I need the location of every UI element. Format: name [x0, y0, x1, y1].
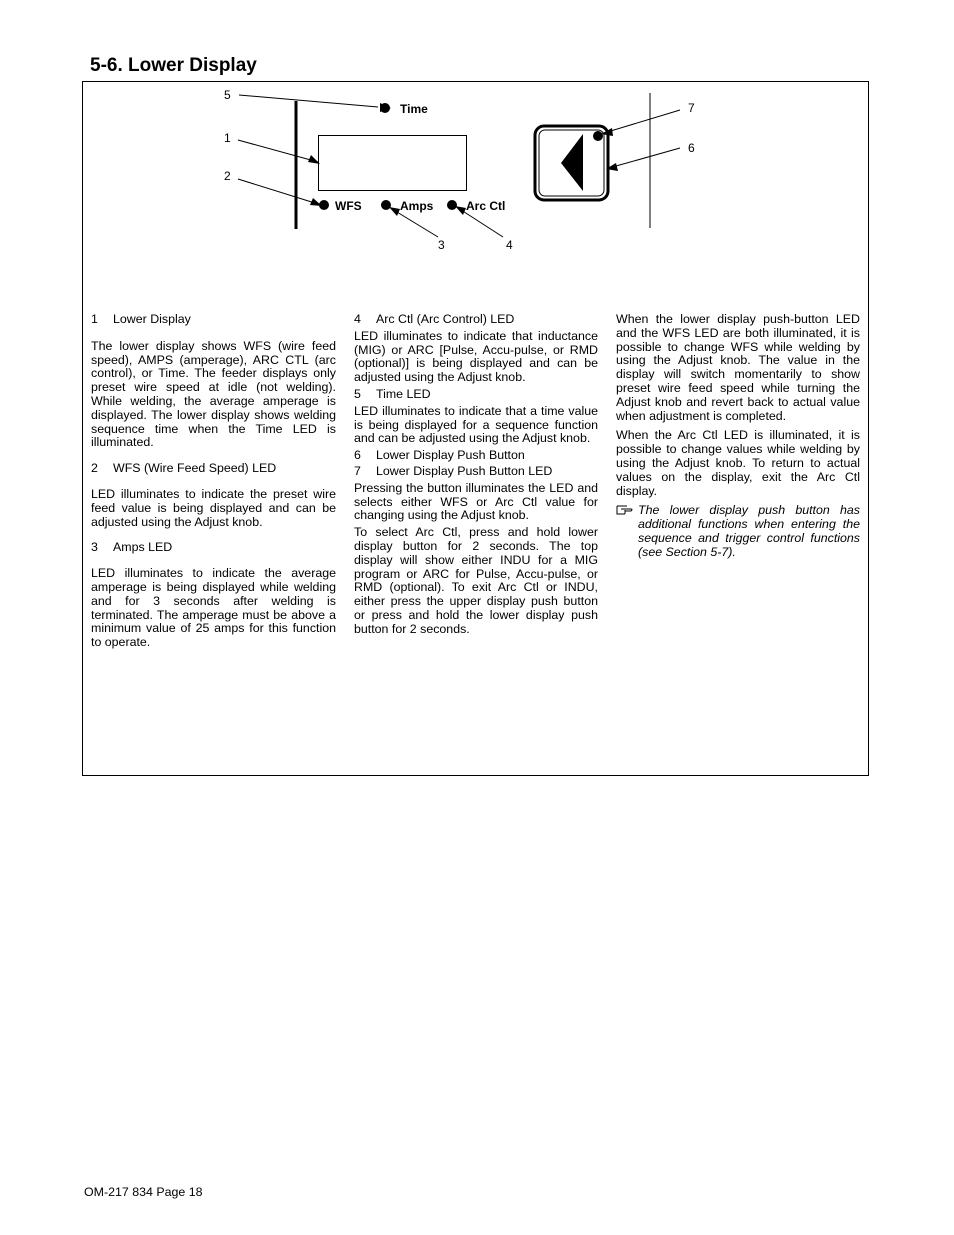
lower-display-window	[319, 136, 467, 191]
arc-ctl-led-label: Arc Ctl	[466, 199, 506, 213]
item-title: Time LED	[376, 386, 431, 401]
paragraph: Pressing the button illuminates the LED and selects either WFS or Arc Ctl value for changing using the Adjust knob.	[354, 480, 598, 523]
note	[616, 504, 860, 559]
callout-1-leader	[238, 140, 318, 162]
callout-2-label: 2	[224, 169, 231, 183]
item-heading	[91, 541, 336, 555]
item-number: 3	[91, 540, 98, 555]
time-led-label: Time	[400, 102, 428, 116]
item-heading	[91, 313, 336, 327]
callout-4-arrowhead	[455, 206, 466, 215]
paragraph: When the Arc Ctl LED is illuminated, it is possible to change values while welding by using the Adjust knob. To return to actual values on the display, exit the Arc Ctl display.	[616, 428, 860, 498]
wfs-led-label: WFS	[335, 199, 362, 213]
arc-ctl-led	[447, 200, 457, 210]
paragraph: LED illuminates to indicate that inductance (MIG) or ARC [Pulse, Accu-pulse, or RMD (optional)] is being displayed and can be adjusted using the Adjust knob.	[354, 328, 598, 385]
callout-7-leader	[604, 110, 680, 133]
callout-1-label: 1	[224, 131, 231, 145]
paragraph: To select Arc Ctl, press and hold lower display button for 2 seconds. The top display will show either INDU for a MIG program or ARC for Pulse, Accu-pulse, or RMD (optional). To exit Arc Ctl or INDU, either press the upper display push button or press and hold the lower display push button for 2 seconds.	[354, 525, 598, 636]
text-column-1	[91, 313, 336, 650]
paragraph: LED illuminates to indicate the preset wire feed value is being displayed and can be adjusted using the Adjust knob.	[91, 486, 336, 529]
callout-7-label: 7	[688, 101, 695, 115]
paragraph: LED illuminates to indicate the average amperage is being displayed while welding and for 3 seconds after welding is terminated. The amperage must be above a minimum value of 25 amps for this function to operate.	[91, 566, 336, 650]
text-column-2	[354, 313, 598, 637]
item-title: Lower Display Push Button	[376, 448, 525, 463]
pointing-hand-icon	[616, 504, 638, 559]
callout-2-leader	[238, 179, 318, 204]
section-title: 5-6. Lower Display	[90, 55, 257, 76]
paragraph: LED illuminates to indicate that a time value is being displayed for a sequence function and can be adjusted using the Adjust knob.	[354, 403, 598, 446]
item-title: Arc Ctl (Arc Control) LED	[376, 312, 515, 326]
push-button-led	[593, 131, 603, 141]
callout-5-label: 5	[224, 88, 231, 102]
callout-3-arrowhead	[389, 207, 400, 216]
text-column-3	[616, 313, 860, 560]
item-title: Lower Display Push Button LED	[376, 463, 553, 478]
amps-led	[381, 200, 391, 210]
callout-6-leader	[609, 148, 680, 168]
item-title: WFS (Wire Feed Speed) LED	[113, 461, 277, 476]
note-text: The lower display push button has additional functions when entering the sequence and trigger control functions (see Section 5-7).	[638, 503, 860, 559]
item-heading	[354, 313, 598, 327]
item-number: 4	[354, 312, 361, 326]
item-number: 5	[354, 386, 361, 401]
callout-3-label: 3	[438, 238, 445, 252]
callout-6-label: 6	[688, 141, 695, 155]
paragraph: When the lower display push-button LED and the WFS LED are both illuminated, it is possible to change WFS while welding by using the Adjust knob. The value in the display will switch momentarily to show preset wire feed speed while turning the Adjust knob and revert back to actual value when adjustment is completed.	[616, 312, 860, 423]
item-number: 2	[91, 461, 98, 476]
item-title: Lower Display	[113, 312, 191, 326]
item-number: 1	[91, 312, 98, 326]
callout-5-leader	[239, 95, 378, 107]
item-heading	[354, 465, 598, 479]
left-arrow-icon	[561, 134, 583, 191]
lower-display-diagram	[0, 0, 954, 300]
callout-3-leader	[392, 209, 438, 237]
item-heading	[354, 449, 598, 463]
paragraph: The lower display shows WFS (wire feed speed), AMPS (amperage), ARC CTL (arc control), or Time. The feeder displays only preset wire speed at idle (not welding). While welding, the average amperage is displayed. The lower display shows welding sequence time when the Time LED is illuminated.	[91, 338, 336, 450]
item-heading	[91, 462, 336, 476]
callout-4-label: 4	[506, 238, 513, 252]
item-title: Amps LED	[113, 540, 173, 555]
item-number: 6	[354, 448, 361, 463]
item-heading	[354, 388, 598, 402]
page-footer: OM-217 834 Page 18	[84, 1185, 203, 1199]
item-number: 7	[354, 463, 361, 478]
amps-led-label: Amps	[400, 199, 434, 213]
